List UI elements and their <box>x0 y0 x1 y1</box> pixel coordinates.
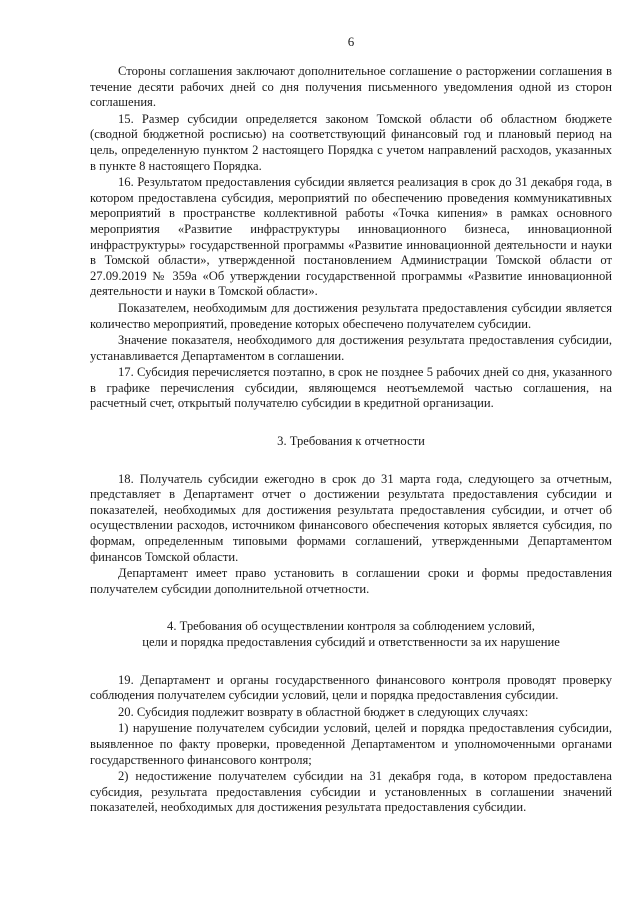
paragraph-15: 15. Размер субсидии определяется законом Томской области об областном бюджете (сводной бюджетной росписью) на соответствующий финансовый год и плановый период на цель, определенную пунктом 2 настоящего Порядка с учетом направлений расходов, указанных в пункте 8 настоящего Порядка. <box>90 111 612 173</box>
paragraph-16: 16. Результатом предоставления субсидии является реализация в срок до 31 декабря года, в котором предоставлена субсидия, мероприятий по обеспечению проведения коммуникативных мероприятий в пространстве коллективной работы «Точка кипения» в рамках основного мероприятия «Развитие инфраструктуры инновационного бизнеса, инновационной инфраструктуры» государственной программы «Развитие инновационной деятельности и науки в Томской области», утвержденной постановлением Администрации Томской области от 27.09.2019 № 359а «Об утверждении государственной программы «Развитие инновационной деятельности и науки в Томской области». <box>90 175 612 299</box>
section-heading-control-line1: 4. Требования об осуществлении контроля за соблюдением условий, <box>167 619 535 634</box>
page-number: 6 <box>347 34 355 49</box>
paragraph-indicator-value: Значение показателя, необходимого для достижения результата предоставления субсидии, устанавливается Департаментом в соглашении. <box>90 333 612 363</box>
paragraph-indicator: Показателем, необходимым для достижения результата предоставления субсидии является количество мероприятий, проведение которых обеспечено получателем субсидии. <box>90 300 612 331</box>
paragraph-18: 18. Получатель субсидии ежегодно в срок до 31 марта года, следующего за отчетным, представляет в Департамент отчет о достижении результата предоставления субсидии и показателей, необходимых для достижения результата предоставления субсидии, и отчет об осуществлении расходов, источником финансового обеспечения которых является субсидия, по формам, определенным типовыми формами соглашений, утвержденными Департаментом финансов Томской области. <box>90 471 612 564</box>
paragraph-20: 20. Субсидия подлежит возврату в областной бюджет в следующих случаях: <box>118 704 529 719</box>
paragraph-19: 19. Департамент и органы государственного финансового контроля проводят проверку соблюдения получателем субсидии условий, цели и порядка предоставления субсидии. <box>90 672 612 703</box>
paragraph-17: 17. Субсидия перечисляется поэтапно, в срок не позднее 5 рабочих дней со дня, указанного в графике перечисления субсидии, являющемся неотъемлемой частью соглашения, на расчетный счет, открытый получателю субсидии в кредитной организации. <box>90 365 612 411</box>
section-heading-control-line2: цели и порядка предоставления субсидий и ответственности за их нарушение <box>142 635 560 649</box>
paragraph-20-item-1: 1) нарушение получателем субсидии условий, целей и порядка предоставления субсидии, выявленное по факту проверки, проведенной Департаментом и уполномоченными органами государственного финансового контроля; <box>90 721 612 767</box>
section-heading-control <box>90 619 612 650</box>
section-heading-reporting: 3. Требования к отчетности <box>277 434 425 449</box>
paragraph-20-item-2: 2) недостижение получателем субсидии на 31 декабря года, в котором предоставлена субсидия, результата предоставления субсидии и установленных в соглашении значений показателей, необходимых для достижения результата предоставления субсидии. <box>90 769 612 815</box>
paragraph-additional-reporting: Департамент имеет право установить в соглашении сроки и формы предоставления получателем субсидии дополнительной отчетности. <box>90 566 612 596</box>
paragraph-termination: Стороны соглашения заключают дополнительное соглашение о расторжении соглашения в течение десяти рабочих дней со дня получения письменного уведомления одной из сторон соглашения. <box>90 64 612 110</box>
